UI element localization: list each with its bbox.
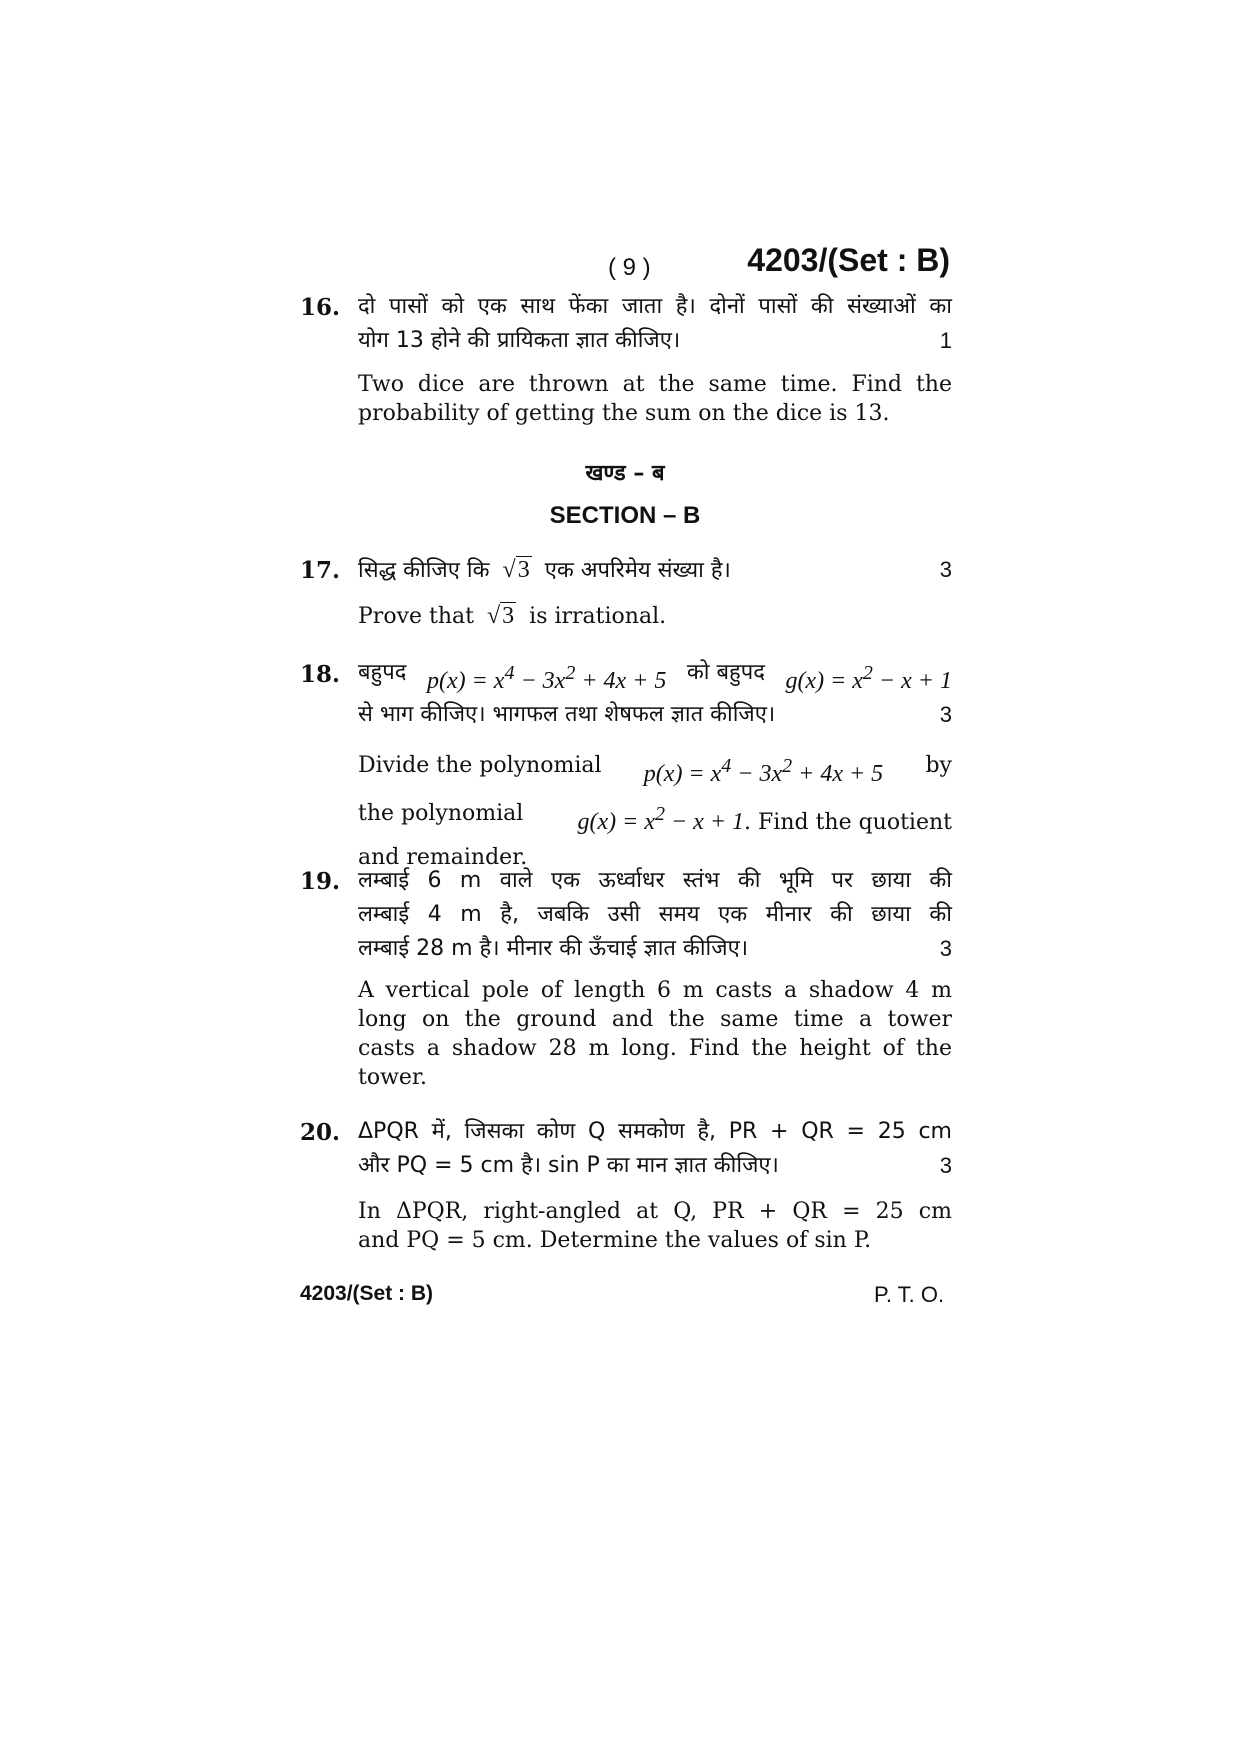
page-number: ( 9 ) bbox=[608, 254, 651, 281]
hindi-line: लम्बाई 4 m है, जबकि उसी समय एक मीनार की छाया की bbox=[358, 902, 952, 927]
english-line: In ΔPQR, right-angled at Q, PR + QR = 25 cm bbox=[358, 1199, 952, 1224]
page-header bbox=[300, 240, 950, 290]
english-line: A vertical pole of length 6 m casts a shadow 4 m bbox=[358, 978, 952, 1003]
english-line: and PQ = 5 cm. Determine the values of sin P. bbox=[358, 1228, 872, 1253]
square-root: √3 bbox=[480, 603, 515, 629]
polynomial-p: $p(x) = x^4 - 3x^2 + 4x + 5$ bbox=[426, 662, 667, 694]
question-number: 20. bbox=[300, 1119, 341, 1146]
english-inline bbox=[578, 794, 953, 843]
hindi-line-last bbox=[358, 553, 952, 588]
set-code: 4203/(Set : B) bbox=[747, 242, 950, 278]
hindi-text: को बहुपद bbox=[686, 660, 765, 685]
marks: 3 bbox=[939, 557, 952, 582]
marks: 3 bbox=[939, 1153, 952, 1178]
english-line: and remainder. bbox=[358, 845, 528, 870]
hindi-line bbox=[358, 553, 731, 588]
marks: 1 bbox=[939, 328, 952, 353]
question-body bbox=[358, 656, 952, 872]
english-text: . Find the quotient bbox=[744, 810, 952, 835]
english-line bbox=[358, 746, 952, 794]
question-body bbox=[358, 553, 952, 631]
english-line: probability of getting the sum on the dice is 13. bbox=[358, 401, 890, 426]
hindi-line: लम्बाई 28 m है। मीनार की ऊँचाई ज्ञात कीजिए। bbox=[358, 936, 749, 961]
hindi-line-last bbox=[358, 698, 952, 732]
radicand: 3 bbox=[517, 557, 530, 583]
english-text: by bbox=[925, 753, 952, 778]
question-number: 16. bbox=[300, 294, 341, 321]
question-body bbox=[358, 1115, 952, 1255]
english-text: is irrational. bbox=[529, 604, 667, 629]
polynomial-p: $p(x) = x^4 - 3x^2 + 4x + 5$ bbox=[643, 755, 884, 787]
radicand: 3 bbox=[502, 603, 515, 629]
section-heading-hindi: खण्ड – ब bbox=[585, 461, 665, 486]
english-line: tower. bbox=[358, 1065, 428, 1090]
hindi-line: योग 13 होने की प्रायिकता ज्ञात कीजिए। bbox=[358, 328, 681, 353]
question-number: 17. bbox=[300, 557, 341, 584]
polynomial-g: $g(x) = x^2 - x + 1$ bbox=[785, 662, 952, 694]
hindi-text: सिद्ध कीजिए कि bbox=[358, 558, 490, 583]
english-line bbox=[358, 602, 952, 631]
english-line bbox=[358, 794, 952, 843]
hindi-line: लम्बाई 6 m वाले एक ऊर्ध्वाधर स्तंभ की भूमि पर छाया की bbox=[358, 868, 952, 893]
hindi-line-last bbox=[358, 932, 952, 966]
marks: 3 bbox=[939, 936, 952, 961]
english-line: Two dice are thrown at the same time. Find the bbox=[358, 372, 952, 397]
footer-set-code: 4203/(Set : B) bbox=[300, 1282, 434, 1305]
hindi-line-last bbox=[358, 324, 952, 358]
hindi-line: से भाग कीजिए। भागफल तथा शेषफल ज्ञात कीजिए। bbox=[358, 702, 776, 727]
hindi-line bbox=[358, 656, 952, 698]
hindi-text: एक अपरिमेय संख्या है। bbox=[544, 558, 731, 583]
english-text: Prove that bbox=[358, 604, 474, 629]
footer-pto: P. T. O. bbox=[874, 1282, 945, 1307]
hindi-text: बहुपद bbox=[358, 660, 407, 685]
hindi-line: और PQ = 5 cm है। sin P का मान ज्ञात कीजिए। bbox=[358, 1153, 779, 1178]
marks: 3 bbox=[939, 702, 952, 727]
hindi-line: दो पासों को एक साथ फेंका जाता है। दोनों पासों की संख्याओं का bbox=[358, 294, 952, 319]
square-root: √3 bbox=[496, 557, 530, 583]
english-line: casts a shadow 28 m long. Find the height of the bbox=[358, 1036, 952, 1061]
question-body bbox=[358, 290, 952, 428]
question-number: 19. bbox=[300, 868, 341, 895]
polynomial-g: $g(x) = x^2 - x + 1$ bbox=[577, 803, 745, 835]
question-body bbox=[358, 864, 952, 1092]
question-number: 18. bbox=[300, 661, 341, 688]
english-text: Divide the polynomial bbox=[358, 753, 602, 778]
english-line: long on the ground and the same time a tower bbox=[358, 1007, 952, 1032]
hindi-line: ΔPQR में, जिसका कोण Q समकोण है, PR + QR = 25 cm bbox=[358, 1119, 952, 1144]
english-text: the polynomial bbox=[358, 801, 524, 826]
hindi-line-last bbox=[358, 1149, 952, 1183]
section-heading-english: SECTION – B bbox=[549, 502, 701, 529]
